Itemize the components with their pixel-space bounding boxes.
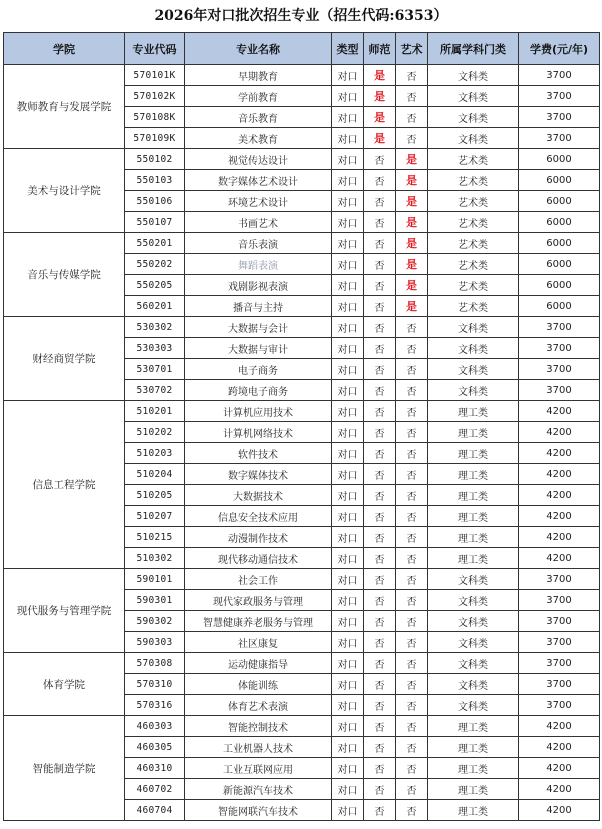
tuition-fee: 4200 [519, 800, 600, 821]
admission-type: 对口 [332, 716, 364, 737]
major-code: 530702 [125, 380, 185, 401]
major-name: 音乐表演 [185, 233, 332, 254]
college-name: 体育学院 [4, 653, 125, 716]
college-name: 财经商贸学院 [4, 317, 125, 401]
table-row [4, 65, 600, 86]
major-name: 新能源汽车技术 [185, 779, 332, 800]
major-code: 570308 [125, 653, 185, 674]
subject-category: 理工类 [428, 737, 519, 758]
art-flag: 否 [396, 548, 428, 569]
major-name: 工业互联网应用 [185, 758, 332, 779]
admission-type: 对口 [332, 758, 364, 779]
major-code: 550102 [125, 149, 185, 170]
major-code: 510204 [125, 464, 185, 485]
normal-flag: 否 [364, 191, 396, 212]
admission-type: 对口 [332, 737, 364, 758]
tuition-fee: 6000 [519, 212, 600, 233]
major-code: 530303 [125, 338, 185, 359]
header-college: 学院 [4, 33, 125, 65]
major-name: 体能训练 [185, 674, 332, 695]
page-title: 2026年对口批次招生专业（招生代码:6353） [154, 8, 448, 24]
header-row [4, 33, 600, 65]
admissions-table [3, 32, 600, 821]
major-name: 学前教育 [185, 86, 332, 107]
art-flag: 否 [396, 443, 428, 464]
subject-category: 理工类 [428, 716, 519, 737]
admission-type: 对口 [332, 359, 364, 380]
art-flag: 否 [396, 317, 428, 338]
major-name: 舞蹈表演 [185, 254, 332, 275]
admission-type: 对口 [332, 380, 364, 401]
admission-type: 对口 [332, 548, 364, 569]
table-row [4, 401, 600, 422]
tuition-fee: 4200 [519, 548, 600, 569]
tuition-fee: 4200 [519, 737, 600, 758]
major-code: 570101K [125, 65, 185, 86]
admission-type: 对口 [332, 338, 364, 359]
major-name: 大数据技术 [185, 485, 332, 506]
major-code: 550103 [125, 170, 185, 191]
major-name: 早期教育 [185, 65, 332, 86]
tuition-fee: 6000 [519, 296, 600, 317]
admission-type: 对口 [332, 485, 364, 506]
tuition-fee: 4200 [519, 443, 600, 464]
art-flag: 否 [396, 107, 428, 128]
tuition-fee: 4200 [519, 464, 600, 485]
admission-type: 对口 [332, 86, 364, 107]
tuition-fee: 3700 [519, 695, 600, 716]
normal-flag: 否 [364, 233, 396, 254]
normal-flag: 否 [364, 611, 396, 632]
college-name: 音乐与传媒学院 [4, 233, 125, 317]
major-code: 550107 [125, 212, 185, 233]
art-flag: 否 [396, 359, 428, 380]
major-code: 510215 [125, 527, 185, 548]
admission-type: 对口 [332, 254, 364, 275]
normal-flag: 否 [364, 653, 396, 674]
subject-category: 文科类 [428, 338, 519, 359]
major-name: 现代家政服务与管理 [185, 590, 332, 611]
subject-category: 理工类 [428, 443, 519, 464]
art-flag: 是 [396, 254, 428, 275]
admission-type: 对口 [332, 569, 364, 590]
tuition-fee: 6000 [519, 233, 600, 254]
tuition-fee: 3700 [519, 338, 600, 359]
art-flag: 否 [396, 632, 428, 653]
major-code: 590301 [125, 590, 185, 611]
admission-type: 对口 [332, 590, 364, 611]
normal-flag: 否 [364, 170, 396, 191]
art-flag: 否 [396, 422, 428, 443]
admission-type: 对口 [332, 443, 364, 464]
tuition-fee: 3700 [519, 380, 600, 401]
tuition-fee: 3700 [519, 674, 600, 695]
subject-category: 文科类 [428, 86, 519, 107]
major-name: 软件技术 [185, 443, 332, 464]
major-name: 智能网联汽车技术 [185, 800, 332, 821]
major-code: 460310 [125, 758, 185, 779]
major-code: 550201 [125, 233, 185, 254]
tuition-fee: 6000 [519, 170, 600, 191]
normal-flag: 否 [364, 254, 396, 275]
major-name: 播音与主持 [185, 296, 332, 317]
admission-type: 对口 [332, 107, 364, 128]
major-code: 550205 [125, 275, 185, 296]
table-row [4, 569, 600, 590]
admission-type: 对口 [332, 149, 364, 170]
subject-category: 文科类 [428, 611, 519, 632]
subject-category: 理工类 [428, 779, 519, 800]
major-name: 书画艺术 [185, 212, 332, 233]
art-flag: 否 [396, 653, 428, 674]
tuition-fee: 3700 [519, 611, 600, 632]
major-code: 570102K [125, 86, 185, 107]
major-name: 动漫制作技术 [185, 527, 332, 548]
college-name: 信息工程学院 [4, 401, 125, 569]
art-flag: 否 [396, 380, 428, 401]
admission-type: 对口 [332, 65, 364, 86]
normal-flag: 否 [364, 464, 396, 485]
admission-type: 对口 [332, 191, 364, 212]
tuition-fee: 3700 [519, 65, 600, 86]
major-name: 戏剧影视表演 [185, 275, 332, 296]
subject-category: 文科类 [428, 128, 519, 149]
header-type: 类型 [332, 33, 364, 65]
header-normal: 师范 [364, 33, 396, 65]
subject-category: 艺术类 [428, 296, 519, 317]
normal-flag: 否 [364, 212, 396, 233]
subject-category: 理工类 [428, 800, 519, 821]
major-code: 460303 [125, 716, 185, 737]
tuition-fee: 3700 [519, 128, 600, 149]
major-code: 510201 [125, 401, 185, 422]
art-flag: 否 [396, 506, 428, 527]
major-name: 体育艺术表演 [185, 695, 332, 716]
tuition-fee: 4200 [519, 527, 600, 548]
major-name: 智能控制技术 [185, 716, 332, 737]
admission-type: 对口 [332, 611, 364, 632]
tuition-fee: 3700 [519, 569, 600, 590]
major-name: 数字媒体技术 [185, 464, 332, 485]
art-flag: 否 [396, 737, 428, 758]
table-row [4, 716, 600, 737]
major-code: 510302 [125, 548, 185, 569]
major-name: 智慧健康养老服务与管理 [185, 611, 332, 632]
admission-type: 对口 [332, 674, 364, 695]
college-name: 现代服务与管理学院 [4, 569, 125, 653]
admission-type: 对口 [332, 233, 364, 254]
normal-flag: 否 [364, 716, 396, 737]
normal-flag: 否 [364, 758, 396, 779]
admission-type: 对口 [332, 212, 364, 233]
table-row [4, 317, 600, 338]
major-name: 社会工作 [185, 569, 332, 590]
tuition-fee: 4200 [519, 485, 600, 506]
normal-flag: 否 [364, 506, 396, 527]
admission-type: 对口 [332, 422, 364, 443]
tuition-fee: 6000 [519, 149, 600, 170]
subject-category: 理工类 [428, 485, 519, 506]
major-code: 510207 [125, 506, 185, 527]
subject-category: 艺术类 [428, 191, 519, 212]
art-flag: 否 [396, 590, 428, 611]
subject-category: 理工类 [428, 758, 519, 779]
subject-category: 文科类 [428, 590, 519, 611]
subject-category: 艺术类 [428, 149, 519, 170]
tuition-fee: 6000 [519, 275, 600, 296]
normal-flag: 否 [364, 779, 396, 800]
normal-flag: 否 [364, 359, 396, 380]
subject-category: 艺术类 [428, 212, 519, 233]
major-code: 590303 [125, 632, 185, 653]
subject-category: 文科类 [428, 695, 519, 716]
normal-flag: 否 [364, 632, 396, 653]
major-name: 大数据与审计 [185, 338, 332, 359]
major-code: 510203 [125, 443, 185, 464]
major-name: 社区康复 [185, 632, 332, 653]
major-name: 数字媒体艺术设计 [185, 170, 332, 191]
art-flag: 否 [396, 779, 428, 800]
major-name: 计算机应用技术 [185, 401, 332, 422]
normal-flag: 否 [364, 527, 396, 548]
subject-category: 文科类 [428, 674, 519, 695]
art-flag: 是 [396, 149, 428, 170]
normal-flag: 否 [364, 401, 396, 422]
major-code: 460702 [125, 779, 185, 800]
normal-flag: 否 [364, 485, 396, 506]
major-name: 计算机网络技术 [185, 422, 332, 443]
subject-category: 理工类 [428, 422, 519, 443]
college-name: 美术与设计学院 [4, 149, 125, 233]
admission-type: 对口 [332, 317, 364, 338]
normal-flag: 否 [364, 296, 396, 317]
major-code: 530302 [125, 317, 185, 338]
normal-flag: 否 [364, 275, 396, 296]
major-code: 570316 [125, 695, 185, 716]
tuition-fee: 4200 [519, 401, 600, 422]
major-name: 现代移动通信技术 [185, 548, 332, 569]
tuition-fee: 4200 [519, 506, 600, 527]
major-code: 570108K [125, 107, 185, 128]
normal-flag: 是 [364, 65, 396, 86]
tuition-fee: 3700 [519, 359, 600, 380]
header-fee: 学费(元/年) [519, 33, 600, 65]
admission-type: 对口 [332, 464, 364, 485]
subject-category: 理工类 [428, 464, 519, 485]
normal-flag: 否 [364, 338, 396, 359]
art-flag: 否 [396, 338, 428, 359]
normal-flag: 否 [364, 800, 396, 821]
admission-type: 对口 [332, 296, 364, 317]
subject-category: 文科类 [428, 569, 519, 590]
subject-category: 理工类 [428, 527, 519, 548]
art-flag: 否 [396, 674, 428, 695]
major-code: 570109K [125, 128, 185, 149]
subject-category: 艺术类 [428, 254, 519, 275]
art-flag: 是 [396, 170, 428, 191]
tuition-fee: 4200 [519, 716, 600, 737]
subject-category: 文科类 [428, 359, 519, 380]
art-flag: 是 [396, 275, 428, 296]
subject-category: 文科类 [428, 317, 519, 338]
subject-category: 艺术类 [428, 275, 519, 296]
subject-category: 文科类 [428, 380, 519, 401]
normal-flag: 是 [364, 86, 396, 107]
admission-type: 对口 [332, 695, 364, 716]
major-name: 音乐教育 [185, 107, 332, 128]
art-flag: 否 [396, 86, 428, 107]
major-code: 530701 [125, 359, 185, 380]
table-row [4, 149, 600, 170]
major-name: 视觉传达设计 [185, 149, 332, 170]
art-flag: 否 [396, 464, 428, 485]
art-flag: 是 [396, 191, 428, 212]
tuition-fee: 3700 [519, 590, 600, 611]
admission-type: 对口 [332, 653, 364, 674]
art-flag: 否 [396, 611, 428, 632]
major-code: 460704 [125, 800, 185, 821]
normal-flag: 否 [364, 443, 396, 464]
art-flag: 否 [396, 485, 428, 506]
normal-flag: 否 [364, 380, 396, 401]
major-code: 550106 [125, 191, 185, 212]
art-flag: 是 [396, 296, 428, 317]
art-flag: 否 [396, 695, 428, 716]
normal-flag: 否 [364, 548, 396, 569]
admission-type: 对口 [332, 527, 364, 548]
art-flag: 否 [396, 569, 428, 590]
art-flag: 否 [396, 716, 428, 737]
major-name: 大数据与会计 [185, 317, 332, 338]
admission-type: 对口 [332, 800, 364, 821]
art-flag: 是 [396, 212, 428, 233]
tuition-fee: 3700 [519, 86, 600, 107]
admission-type: 对口 [332, 632, 364, 653]
normal-flag: 是 [364, 107, 396, 128]
header-major-name: 专业名称 [185, 33, 332, 65]
admission-type: 对口 [332, 779, 364, 800]
art-flag: 否 [396, 128, 428, 149]
tuition-fee: 3700 [519, 632, 600, 653]
major-code: 590302 [125, 611, 185, 632]
major-name: 美术教育 [185, 128, 332, 149]
subject-category: 理工类 [428, 506, 519, 527]
art-flag: 否 [396, 758, 428, 779]
major-code: 570310 [125, 674, 185, 695]
normal-flag: 否 [364, 695, 396, 716]
normal-flag: 否 [364, 569, 396, 590]
major-name: 工业机器人技术 [185, 737, 332, 758]
major-name: 环境艺术设计 [185, 191, 332, 212]
tuition-fee: 3700 [519, 317, 600, 338]
art-flag: 是 [396, 233, 428, 254]
college-name: 教师教育与发展学院 [4, 65, 125, 149]
table-row [4, 233, 600, 254]
subject-category: 艺术类 [428, 170, 519, 191]
major-code: 510205 [125, 485, 185, 506]
tuition-fee: 6000 [519, 254, 600, 275]
admission-type: 对口 [332, 170, 364, 191]
art-flag: 否 [396, 527, 428, 548]
major-code: 560201 [125, 296, 185, 317]
major-code: 550202 [125, 254, 185, 275]
major-name: 运动健康指导 [185, 653, 332, 674]
subject-category: 文科类 [428, 65, 519, 86]
art-flag: 否 [396, 401, 428, 422]
tuition-fee: 4200 [519, 422, 600, 443]
art-flag: 否 [396, 65, 428, 86]
major-name: 跨境电子商务 [185, 380, 332, 401]
subject-category: 文科类 [428, 107, 519, 128]
subject-category: 理工类 [428, 401, 519, 422]
tuition-fee: 3700 [519, 107, 600, 128]
header-category: 所属学科门类 [428, 33, 519, 65]
admission-type: 对口 [332, 401, 364, 422]
normal-flag: 是 [364, 128, 396, 149]
normal-flag: 否 [364, 737, 396, 758]
normal-flag: 否 [364, 149, 396, 170]
tuition-fee: 6000 [519, 191, 600, 212]
normal-flag: 否 [364, 422, 396, 443]
admission-type: 对口 [332, 275, 364, 296]
tuition-fee: 4200 [519, 758, 600, 779]
major-code: 590101 [125, 569, 185, 590]
admission-type: 对口 [332, 128, 364, 149]
subject-category: 理工类 [428, 548, 519, 569]
normal-flag: 否 [364, 590, 396, 611]
major-code: 460305 [125, 737, 185, 758]
subject-category: 艺术类 [428, 233, 519, 254]
art-flag: 否 [396, 800, 428, 821]
normal-flag: 否 [364, 317, 396, 338]
tuition-fee: 4200 [519, 779, 600, 800]
header-art: 艺术 [396, 33, 428, 65]
tuition-fee: 3700 [519, 653, 600, 674]
admission-type: 对口 [332, 506, 364, 527]
header-major-code: 专业代码 [125, 33, 185, 65]
college-name: 智能制造学院 [4, 716, 125, 821]
table-body [4, 65, 600, 821]
normal-flag: 否 [364, 674, 396, 695]
subject-category: 文科类 [428, 632, 519, 653]
major-name: 电子商务 [185, 359, 332, 380]
major-code: 510202 [125, 422, 185, 443]
subject-category: 文科类 [428, 653, 519, 674]
major-name: 信息安全技术应用 [185, 506, 332, 527]
table-row [4, 653, 600, 674]
